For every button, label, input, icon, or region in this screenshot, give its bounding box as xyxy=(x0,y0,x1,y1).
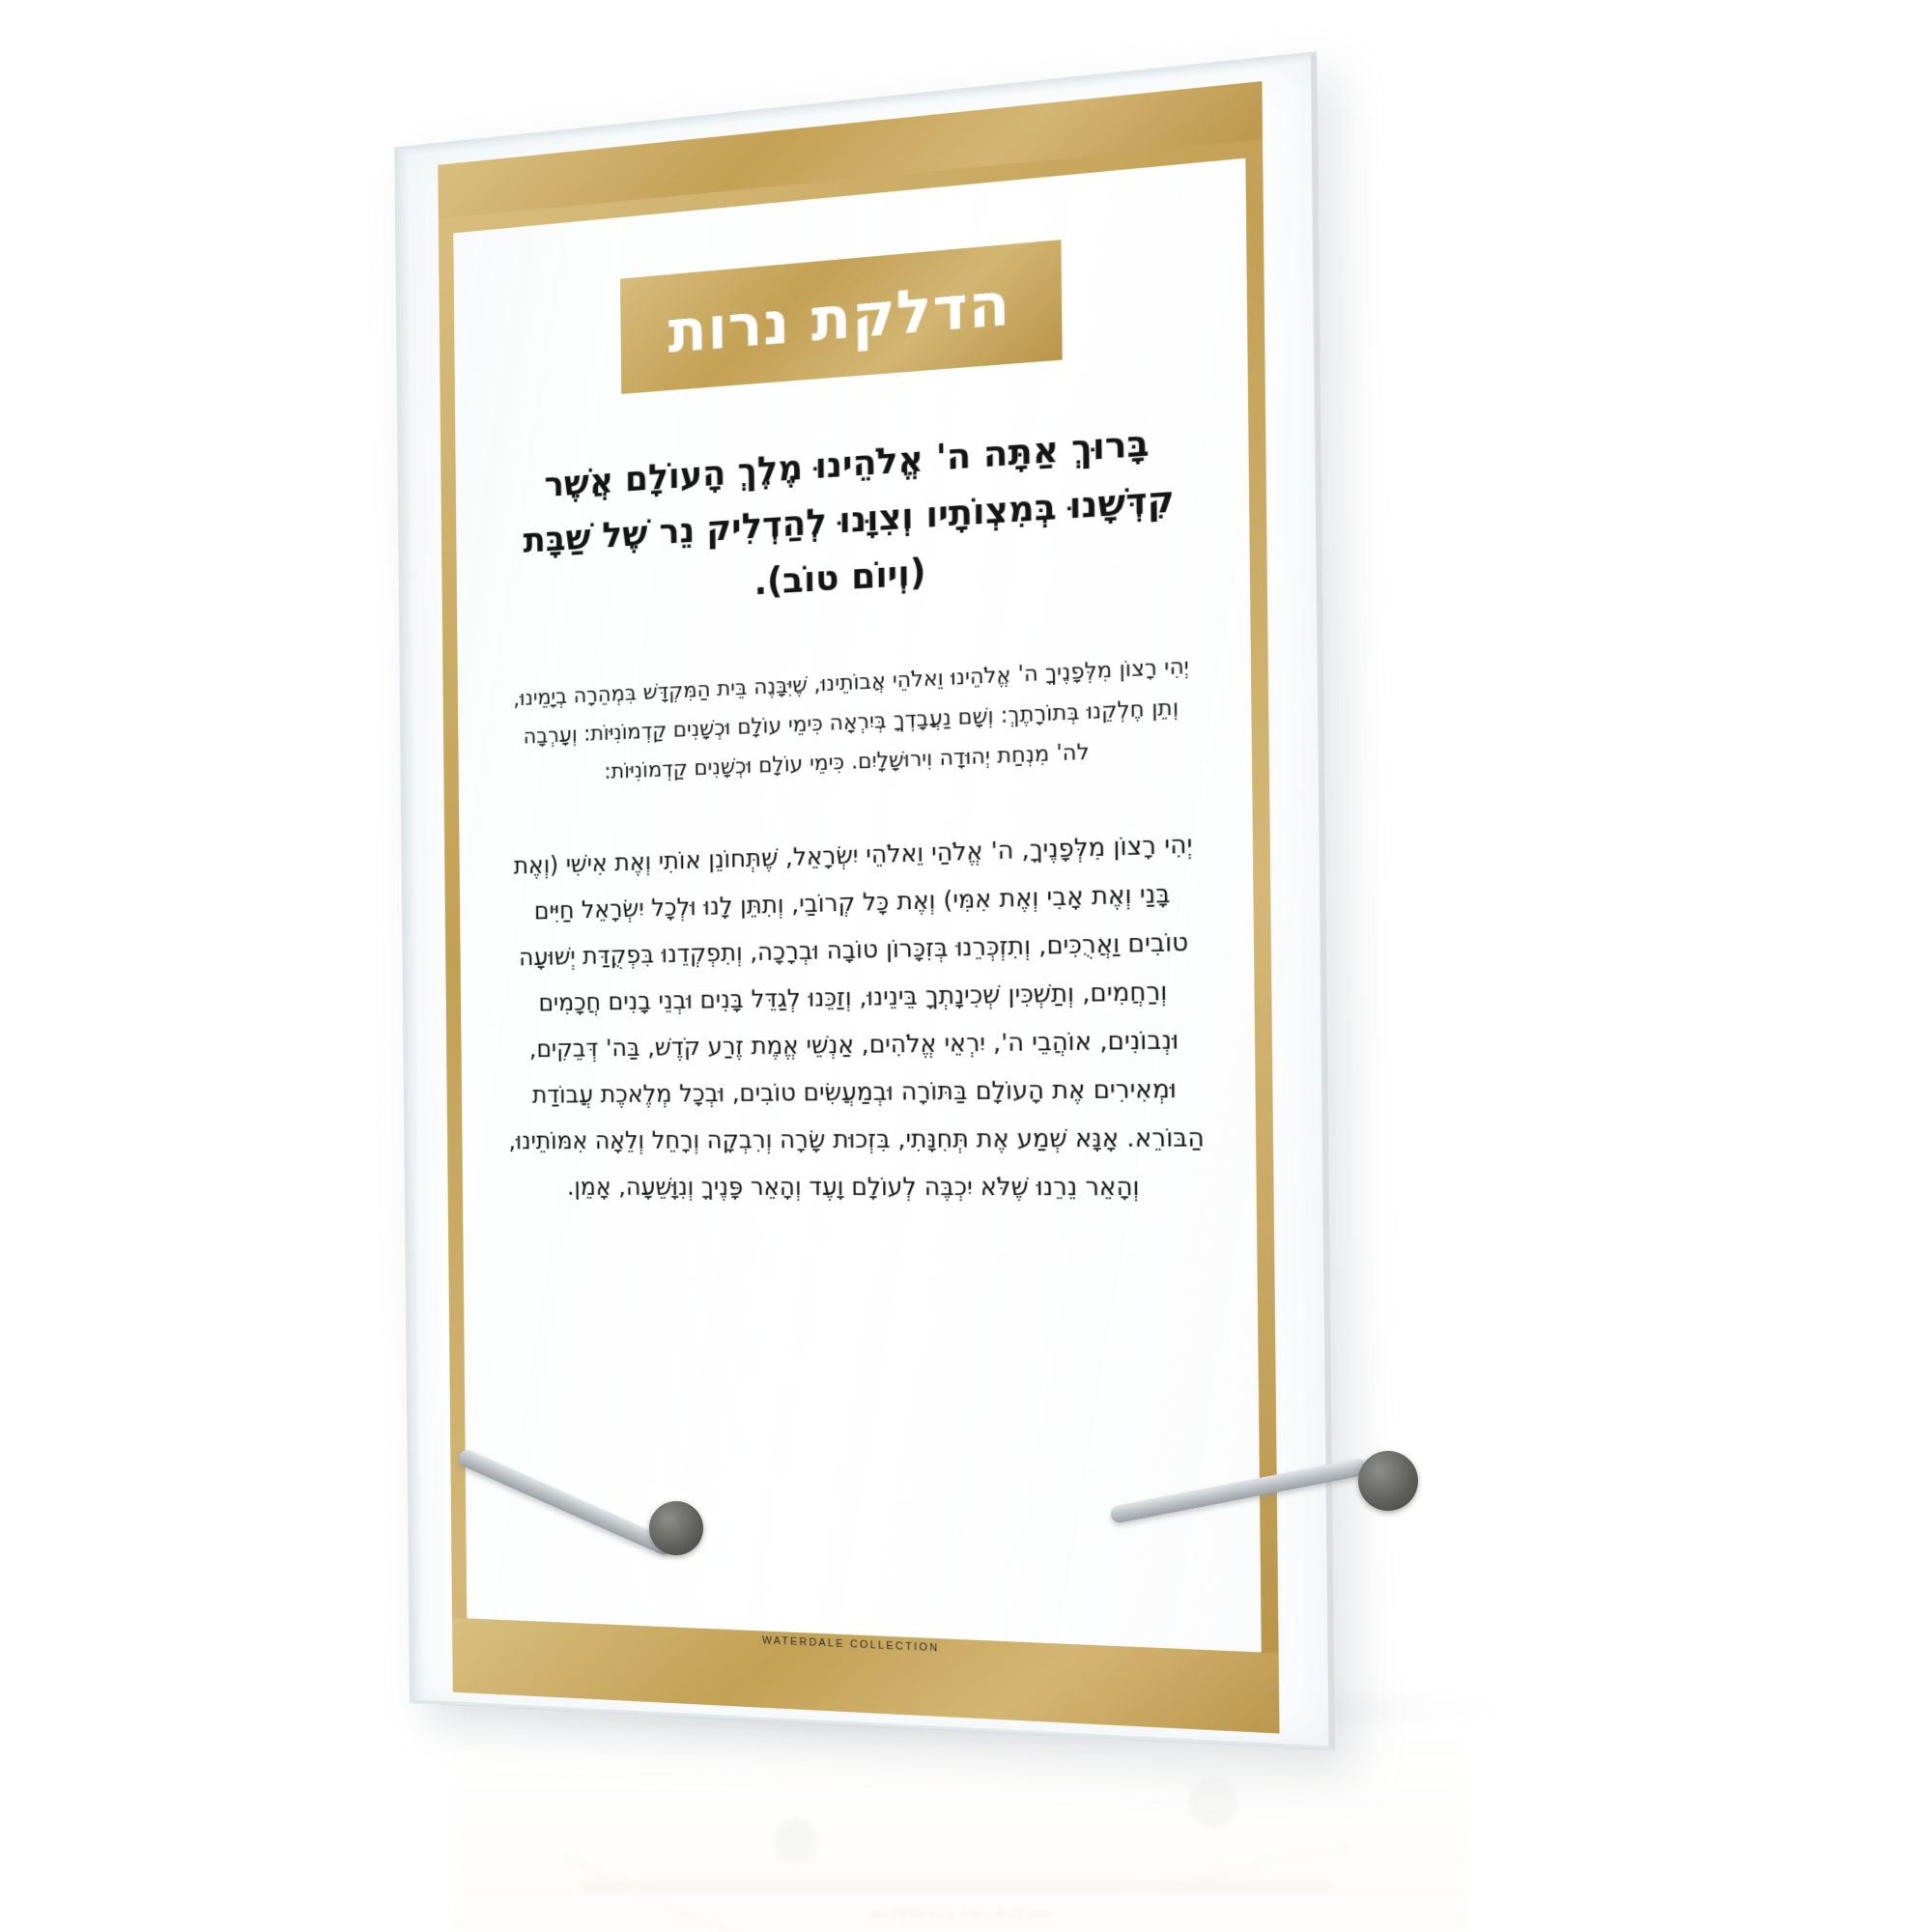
tefilla-second-paragraph: יְהִי רָצוֹן מִלְּפָנֶיךָ, ה' אֱלֹהַי וֵאלֹהֵי יִשְׂרָאֵל, שֶׁתְּחוֹנֵן אוֹתִי וְאֶת אִישִׁי (וְאֶת בָּנַי וְאֶת אָבִי וְאֶת אִמִּי) וְאֶת כָּל קְרוֹבַי, וְתִתֵּן לָנוּ וּלְכָל יִשְׂרָאֵל חַיִּים טוֹבִים וַאֲרֻכִּים, וְתִזְכְּרֵנוּ בְּזִכָּרוֹן טוֹבָה וּבְרָכָה, וְתִפְקְדֵנוּ בִּפְקֻדַּת יְשׁוּעָה וְרַחֲמִים, וְתַשְׁכִּין שְׁכִינָתְךָ בֵּינֵינוּ, וְזַכֵּנוּ לְגַדֵּל בָּנִים וּבְנֵי בָנִים חֲכָמִים וּנְבוֹנִים, אוֹהֲבֵי ה', יִרְאֵי אֱלֹהִים, אַנְשֵׁי אֱמֶת זֶרַע קֹדֶשׁ, בַּה' דְּבֵקִים, וּמְאִירִים אֶת הָעוֹלָם בַּתּוֹרָה וּבְמַעֲשִׂים טוֹבִים, וּבְכָל מְלֶאכֶת עֲבוֹדַת הַבּוֹרֵא. אָנָּא שְׁמַע אֶת תְּחִנָּתִי, בִּזְכוּת שָׂרָה וְרִבְקָה וְרָחֵל וְלֵאָה אִמּוֹתֵינוּ, וְהָאֵר נֵרֵנוּ שֶׁלֹּא יִכְבֶּה לְעוֹלָם וָעֶד וְהָאֵר פָּנֶיךָ וְנִוָּשֵׁעָה, אָמֵן. xyxy=(508,830,1205,1203)
reflection-knob-left xyxy=(773,1818,819,1864)
title-plate xyxy=(620,240,1063,394)
page-title: הדלקת נרות xyxy=(668,268,1011,367)
tefilla-first-paragraph: יְהִי רָצוֹן מִלְּפָנֶיךָ ה' אֱלֹהֵינוּ וֵאלֹהֵי אֲבוֹתֵינוּ, שֶׁיִּבָּנֶה בֵּית הַמִּקְדָּשׁ בִּמְהֵרָה בְיָמֵינוּ, וְתֵן חֶלְקֵנוּ בְּתוֹרָתֶךְ: וְשָׁם נַעֲבָדְךָ בְּיִרְאָה כִּימֵי עוֹלָם וּכְשָׁנִים קַדְמוֹנִיּוֹת: וְעָרְבָה לה' מִנְחַת יְהוּדָה וִירוּשָׁלָיִם. כִּימֵי עוֹלָם וּכְשָׁנִים קַדְמוֹנִיּוֹת: xyxy=(513,653,1190,785)
brand-mark: WATERDALE COLLECTION xyxy=(761,1634,940,1655)
glass-edge-left xyxy=(396,150,425,1700)
stand-knob-left xyxy=(649,1501,703,1555)
blessing-text: בָּרוּךְ אַתָּה ה' אֱלֹהֵינוּ מֶלֶךְ הָעוֹלָם אֲשֶׁר קִדְּשָׁנוּ בְּמִצְוֹתָיו וְצִוָּנוּ לְהַדְלִיק נֵר שֶׁל שַׁבָּת (וְיוֹם טוֹב). xyxy=(523,421,1175,604)
reflection-brand-mark: WATERDALE COLLECTION xyxy=(869,1909,1053,1920)
plaque-content xyxy=(495,217,1215,1610)
surface-reflection xyxy=(454,1710,1468,1932)
reflection-knob-right xyxy=(1188,1777,1238,1828)
reflection-gold-band xyxy=(580,1880,1333,1893)
stand-knob-right xyxy=(1358,1451,1418,1511)
